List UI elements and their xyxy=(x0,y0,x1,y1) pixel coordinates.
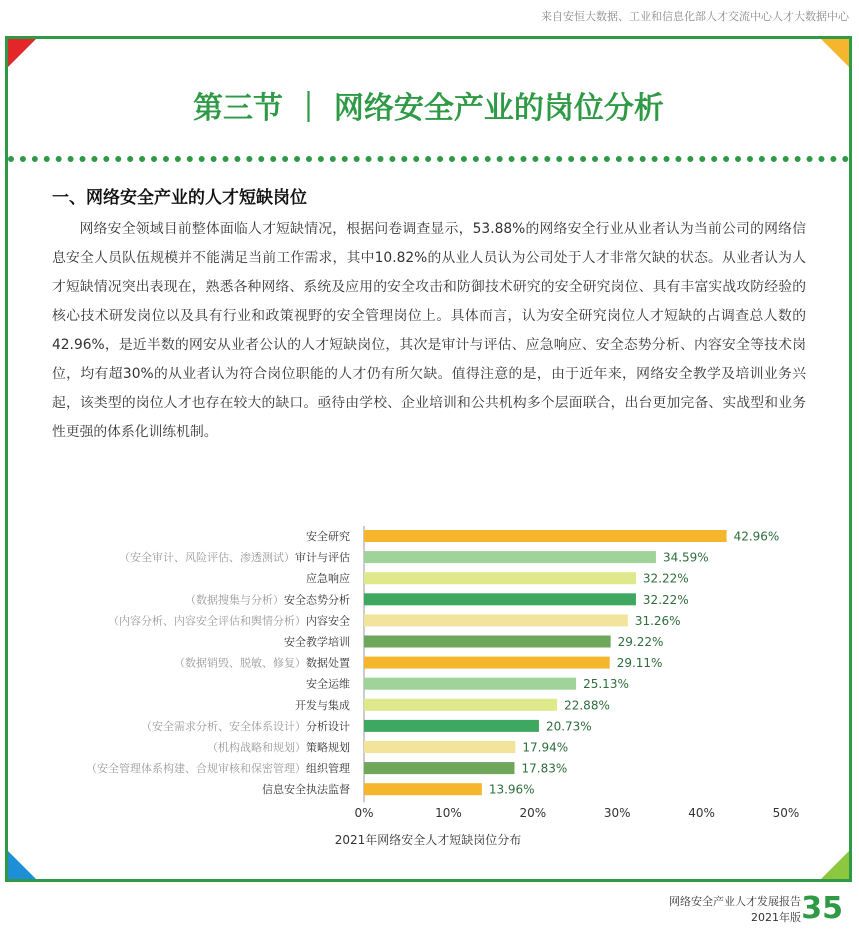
category-name: 开发与集成 xyxy=(295,698,350,712)
body-paragraph: 网络安全领域目前整体面临人才短缺情况，根据问卷调查显示，53.88%的网络安全行业从业者认为当前公司的网络信息安全人员队伍规模并不能满足当前工作需求，其中10.82%的从业人员认为公司处于人才非常欠缺的状态。从业者认为人才短缺情况突出表现在，熟悉各种网络、系统及应用的安全攻击和防御技术研究的安全研究岗位、具有丰富实战攻防经验的核心技术研发岗位以及具有行业和政策视野的安全管理岗位上。具体而言，认为安全研究岗位人才短缺的占调查总人数的42.96%，是近半数的网安从业者公认的人才短缺岗位，其次是审计与评估、应急响应、安全态势分析、内容安全等技术岗位，均有超30%的从业者认为符合岗位职能的人才仍有所欠缺。值得注意的是，由于近年来，网络安全教学及培训业务兴起，该类型的岗位人才也存在较大的缺口。亟待由学校、企业培训和公共机构多个层面联合，出台更加完备、实战型和业务性更强的体系化训练机制。 xyxy=(52,221,806,440)
category-name: 内容安全 xyxy=(306,614,350,628)
category-name: 策略规划 xyxy=(306,741,350,754)
corner-triangle-blue xyxy=(8,851,36,879)
category-name: 安全运维 xyxy=(306,677,350,691)
x-tick-label: 0% xyxy=(354,806,374,820)
category-note: （安全管理体系构建、合规审核和保密管理） xyxy=(86,762,306,776)
corner-triangle-red xyxy=(8,39,36,67)
data-label: 25.13% xyxy=(583,677,629,692)
data-label: 34.59% xyxy=(662,550,709,565)
category-note: （内容分析、内容安全评估和舆情分析） xyxy=(108,614,306,628)
data-label: 17.83% xyxy=(521,761,568,776)
footer-edition: 2021年版 xyxy=(751,911,801,924)
x-tick-label: 20% xyxy=(519,806,547,820)
category-name: 应急响应 xyxy=(306,572,350,586)
section-title: 第三节 ｜ 网络安全产业的岗位分析 xyxy=(193,91,664,126)
page-number: 35 xyxy=(801,891,843,926)
x-tick-label: 10% xyxy=(435,806,462,820)
source-note: 来自安恒大数据、工业和信息化部人才交流中心人才大数据中心 xyxy=(541,10,849,23)
category-note: （机构战略和规划） xyxy=(207,741,306,754)
category-name: 安全态势分析 xyxy=(284,593,350,607)
category-name: 分析设计 xyxy=(306,719,350,733)
sub-heading: 一、网络安全产业的人才短缺岗位 xyxy=(52,188,307,208)
category-name: 组织管理 xyxy=(306,762,350,776)
data-label: 20.73% xyxy=(545,719,592,734)
x-tick-label: 30% xyxy=(603,806,631,820)
category-note: （安全审计、风险评估、渗透测试） xyxy=(119,551,295,565)
data-label: 29.22% xyxy=(617,635,664,649)
category-note: （安全需求分析、安全体系设计） xyxy=(141,719,306,733)
data-label: 32.22% xyxy=(642,592,689,607)
category-note: （数据搜集与分析） xyxy=(185,593,284,607)
corner-triangle-yellow xyxy=(821,39,849,67)
category-name: 信息安全执法监督 xyxy=(262,783,350,797)
footer-report-title: 网络安全产业人才发展报告 xyxy=(669,895,801,908)
data-label: 32.22% xyxy=(642,571,689,586)
x-tick-label: 40% xyxy=(688,806,715,820)
data-label: 22.88% xyxy=(564,698,610,713)
data-label: 31.26% xyxy=(634,613,681,628)
category-name: 安全教学培训 xyxy=(284,635,350,649)
category-name: 安全研究 xyxy=(306,530,350,543)
data-label: 42.96% xyxy=(733,529,780,544)
category-note: （数据销毁、脱敏、修复） xyxy=(174,656,306,670)
dotted-divider xyxy=(8,156,849,162)
data-label: 13.96% xyxy=(488,782,535,797)
corner-triangle-green xyxy=(821,851,849,879)
page-frame xyxy=(5,36,852,882)
x-tick-label: 50% xyxy=(772,806,800,820)
category-name: 数据处置 xyxy=(306,656,350,670)
data-label: 29.11% xyxy=(616,656,663,671)
chart-title: 2021年网络安全人才短缺岗位分布 xyxy=(334,833,522,847)
category-name: 审计与评估 xyxy=(295,551,350,565)
data-label: 17.94% xyxy=(522,740,569,755)
